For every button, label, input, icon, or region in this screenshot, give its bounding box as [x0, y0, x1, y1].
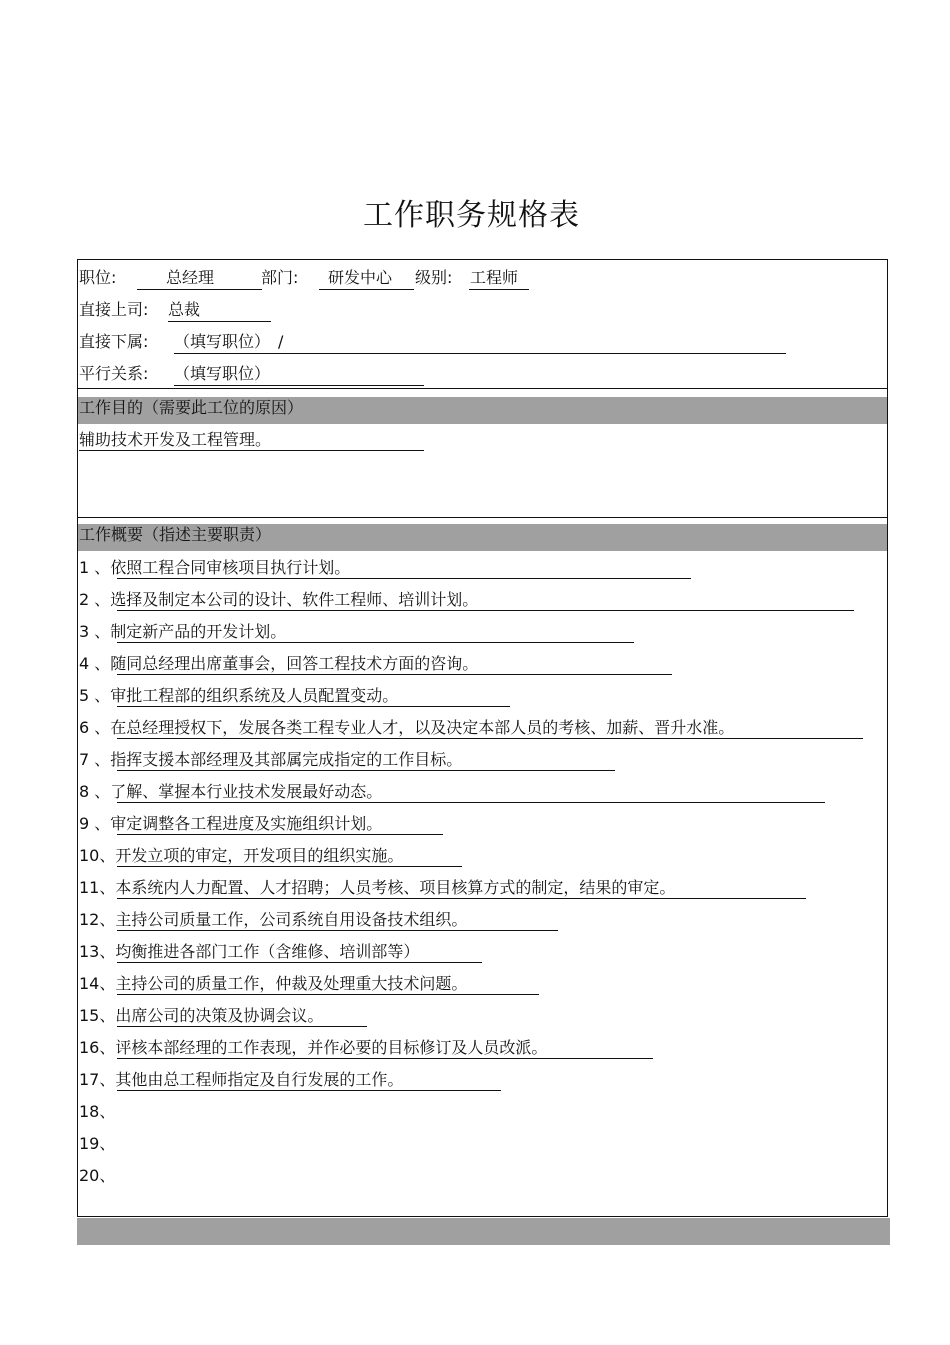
- duty-underline: [117, 610, 854, 611]
- section-divider: [78, 388, 887, 389]
- purpose-header-band: [78, 397, 887, 424]
- peer-label: 平行关系:: [79, 364, 149, 383]
- position-label: 职位:: [79, 268, 117, 287]
- duty-item-20: 20、: [79, 1166, 116, 1185]
- duty-item-3: 3 、制定新产品的开发计划。: [79, 622, 287, 641]
- duty-underline: [117, 706, 510, 707]
- department-value: 研发中心: [328, 268, 393, 287]
- department-label: 部门:: [261, 268, 299, 287]
- duty-item-19: 19、: [79, 1134, 116, 1153]
- duty-underline: [117, 578, 691, 579]
- duty-item-8: 8 、了解、掌握本行业技术发展最好动态。: [79, 782, 383, 801]
- duty-item-7: 7 、指挥支援本部经理及其部属完成指定的工作目标。: [79, 750, 463, 769]
- duty-underline: [117, 962, 482, 963]
- duty-underline: [117, 834, 443, 835]
- purpose-text: 辅助技术开发及工程管理。: [79, 430, 272, 449]
- duty-item-10: 10、开发立项的审定，开发项目的组织实施。: [79, 846, 404, 865]
- duty-item-15: 15、出席公司的决策及协调会议。: [79, 1006, 324, 1025]
- peer-underline: [174, 385, 424, 386]
- level-underline: [469, 289, 529, 290]
- footer-band: [77, 1218, 890, 1245]
- duty-underline: [117, 674, 672, 675]
- duty-underline: [117, 738, 863, 739]
- duty-item-6: 6 、在总经理授权下，发展各类工程专业人才，以及决定本部人员的考核、加薪、晋升水准。: [79, 718, 735, 737]
- purpose-underline: [79, 450, 424, 451]
- duty-underline: [117, 930, 558, 931]
- duty-item-17: 17、其他由总工程师指定及自行发展的工作。: [79, 1070, 404, 1089]
- department-underline: [319, 289, 414, 290]
- peer-value: （填写职位）: [174, 364, 271, 383]
- page-title: 工作职务规格表: [363, 198, 580, 233]
- duty-item-16: 16、评核本部经理的工作表现，并作必要的目标修订及人员改派。: [79, 1038, 548, 1057]
- purpose-header: 工作目的（需要此工位的原因）: [79, 398, 304, 417]
- duty-underline: [117, 1090, 501, 1091]
- duty-underline: [117, 802, 825, 803]
- superior-label: 直接上司:: [79, 300, 149, 319]
- level-value: 工程师: [470, 268, 519, 287]
- duty-item-1: 1 、依照工程合同审核项目执行计划。: [79, 558, 351, 577]
- duty-item-13: 13、均衡推进各部门工作（含维修、培训部等）: [79, 942, 420, 961]
- duty-underline: [117, 994, 539, 995]
- job-spec-form: [77, 259, 888, 1217]
- level-label: 级别:: [415, 268, 453, 287]
- section-divider: [78, 517, 887, 518]
- duty-item-11: 11、本系统内人力配置、人才招聘；人员考核、项目核算方式的制定，结果的审定。: [79, 878, 676, 897]
- duty-item-4: 4 、随同总经理出席董事会，回答工程技术方面的咨询。: [79, 654, 479, 673]
- duty-item-12: 12、主持公司质量工作，公司系统自用设备技术组织。: [79, 910, 468, 929]
- subordinate-underline: [174, 353, 786, 354]
- position-value: 总经理: [166, 268, 215, 287]
- duty-item-9: 9 、审定调整各工程进度及实施组织计划。: [79, 814, 383, 833]
- subordinate-label: 直接下属:: [79, 332, 149, 351]
- duty-underline: [117, 1058, 653, 1059]
- position-underline: [137, 289, 262, 290]
- duty-underline: [117, 642, 634, 643]
- subordinate-value: （填写职位） /: [174, 332, 284, 351]
- superior-underline: [168, 321, 271, 322]
- summary-header: 工作概要（指述主要职责）: [79, 525, 272, 544]
- duty-underline: [117, 866, 462, 867]
- duty-item-18: 18、: [79, 1102, 116, 1121]
- superior-value: 总裁: [168, 300, 201, 319]
- duty-underline: [117, 898, 806, 899]
- summary-header-band: [78, 524, 887, 551]
- duty-item-14: 14、主持公司的质量工作，仲裁及处理重大技术问题。: [79, 974, 468, 993]
- duty-underline: [117, 770, 615, 771]
- duty-underline: [117, 1026, 367, 1027]
- duty-item-5: 5 、审批工程部的组织系统及人员配置变动。: [79, 686, 399, 705]
- duty-item-2: 2 、选择及制定本公司的设计、软件工程师、培训计划。: [79, 590, 479, 609]
